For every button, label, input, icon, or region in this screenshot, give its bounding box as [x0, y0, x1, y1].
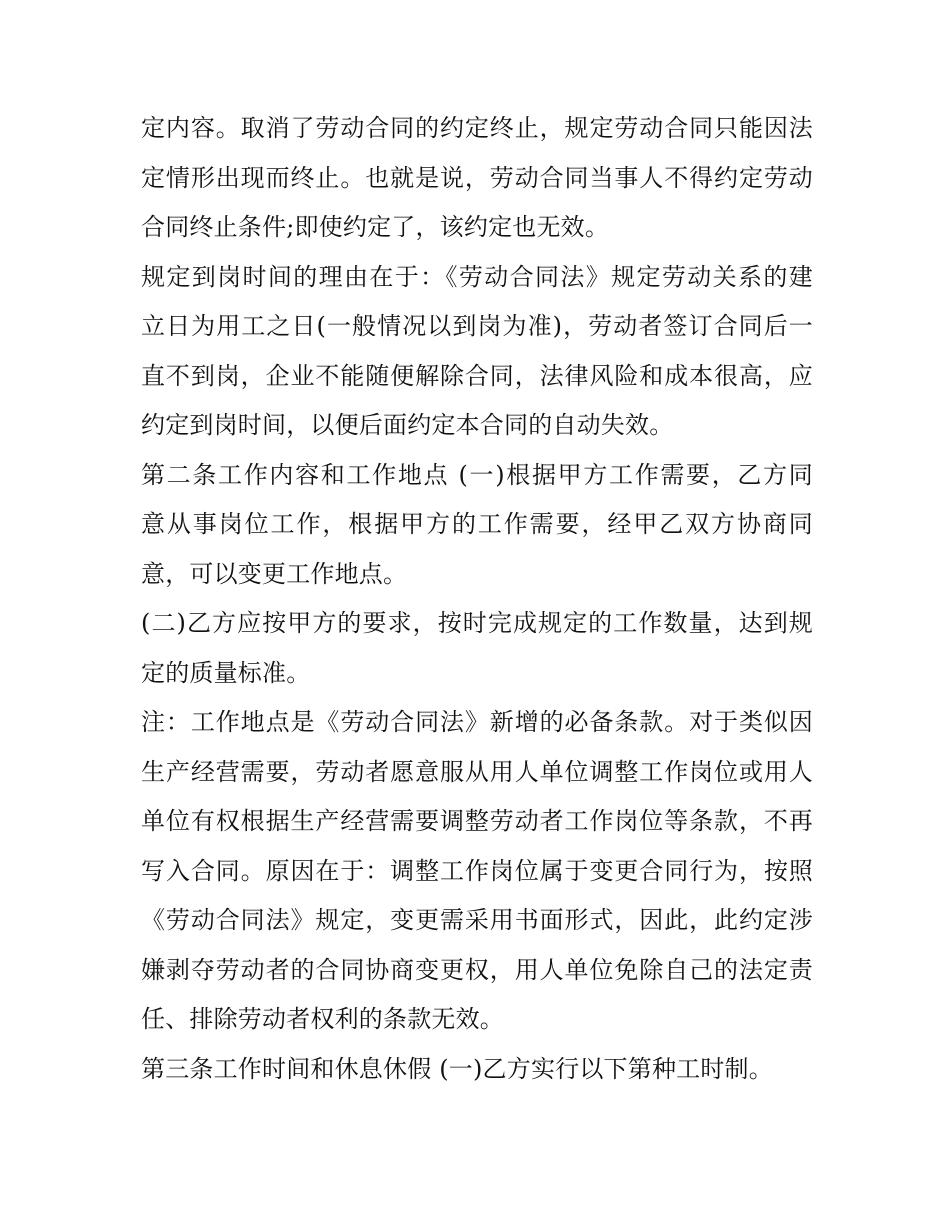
- text-line: 规定到岗时间的理由在于：《劳动合同法》规定劳动关系的建: [141, 262, 813, 291]
- text-line: 立日为用工之日(一般情况以到岗为准)，劳动者签订合同后一: [141, 312, 813, 340]
- text-line: 生产经营需要，劳动者愿意服从用人单位调整工作岗位或用人: [141, 757, 813, 786]
- text-line: 嫌剥夺劳动者的合同协商变更权，用人单位免除自己的法定责: [141, 955, 813, 984]
- text-line: 单位有权根据生产经营需要调整劳动者工作岗位等条款，不再: [141, 807, 813, 835]
- text-line: 直不到岗，企业不能随便解除合同，法律风险和成本很高，应: [141, 361, 813, 390]
- text-line: 《劳动合同法》规定，变更需采用书面形式，因此，此约定涉: [141, 906, 813, 934]
- text-line: 注：工作地点是《劳动合同法》新增的必备条款。对于类似因: [141, 708, 813, 736]
- text-line: 写入合同。原因在于：调整工作岗位属于变更合同行为，按照: [141, 856, 813, 885]
- text-line: (二)乙方应按甲方的要求，按时完成规定的工作数量，达到规: [141, 609, 813, 637]
- text-line: 第三条工作时间和休息休假 (一)乙方实行以下第种工时制。: [141, 1054, 773, 1083]
- text-line: 定的质量标准。: [141, 658, 311, 687]
- document-body: [141, 104, 813, 1094]
- text-line: 定内容。取消了劳动合同的约定终止，规定劳动合同只能因法: [141, 114, 813, 142]
- text-line: 任、排除劳动者权利的条款无效。: [141, 1005, 504, 1033]
- text-line: 约定到岗时间，以便后面约定本合同的自动失效。: [141, 411, 674, 439]
- text-line: 意，可以变更工作地点。: [141, 559, 408, 588]
- text-line: 定情形出现而终止。也就是说，劳动合同当事人不得约定劳动: [141, 163, 813, 192]
- text-line: 意从事岗位工作，根据甲方的工作需要，经甲乙双方协商同: [141, 510, 813, 538]
- text-line: 合同终止条件;即使约定了，该约定也无效。: [141, 213, 610, 241]
- text-line: 第二条工作内容和工作地点 (一)根据甲方工作需要，乙方同: [141, 460, 813, 489]
